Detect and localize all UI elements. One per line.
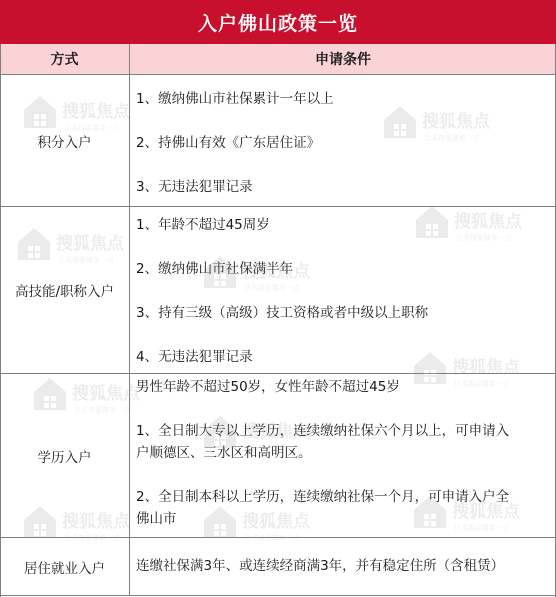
condition-line: 男性年龄不超过50岁，女性年龄不超过45岁 (136, 379, 400, 395)
condition-line: 2、缴纳佛山市社保满半年 (136, 261, 294, 277)
method-cell: 高技能/职称入户 (0, 207, 130, 373)
condition-line: 4、无违法犯罪记录 (136, 349, 253, 365)
condition-line: 佛山市 (136, 511, 177, 527)
condition-line: 1、年龄不超过45周岁 (136, 217, 270, 233)
header-method: 方式 (0, 44, 130, 75)
condition-line: 连缴社保满3年、或连续经商满3年，并有稳定住所（含租赁） (136, 558, 505, 574)
condition-line: 2、全日制本科以上学历，连续缴纳社保一个月，可申请入户全 (136, 489, 510, 505)
conditions-cell (136, 88, 550, 198)
conditions-cell (136, 376, 550, 530)
condition-line: 2、持佛山有效《广东居住证》 (136, 135, 321, 151)
table-row (0, 207, 556, 374)
condition-line: 1、缴纳佛山市社保累计一年以上 (136, 91, 334, 107)
table-left-border (0, 44, 1, 597)
table-row (0, 75, 556, 207)
method-cell: 居住就业入户 (0, 538, 130, 595)
conditions-cell (136, 555, 550, 577)
table-row (0, 538, 556, 596)
condition-line: 3、无违法犯罪记录 (136, 179, 253, 195)
condition-line: 户顺德区、三水区和高明区。 (136, 445, 312, 461)
header-conditions: 申请条件 (130, 44, 556, 75)
conditions-cell (136, 214, 550, 368)
table-title: 入户佛山政策一览 (0, 0, 556, 44)
method-cell: 学历入户 (0, 374, 130, 537)
condition-line: 3、持有三级（高级）技工资格或者中级以上职称 (136, 305, 429, 321)
table-row (0, 374, 556, 538)
method-cell: 积分入户 (0, 75, 130, 206)
condition-line: 1、全日制大专以上学历，连续缴纳社保六个月以上，可申请入 (136, 423, 510, 439)
